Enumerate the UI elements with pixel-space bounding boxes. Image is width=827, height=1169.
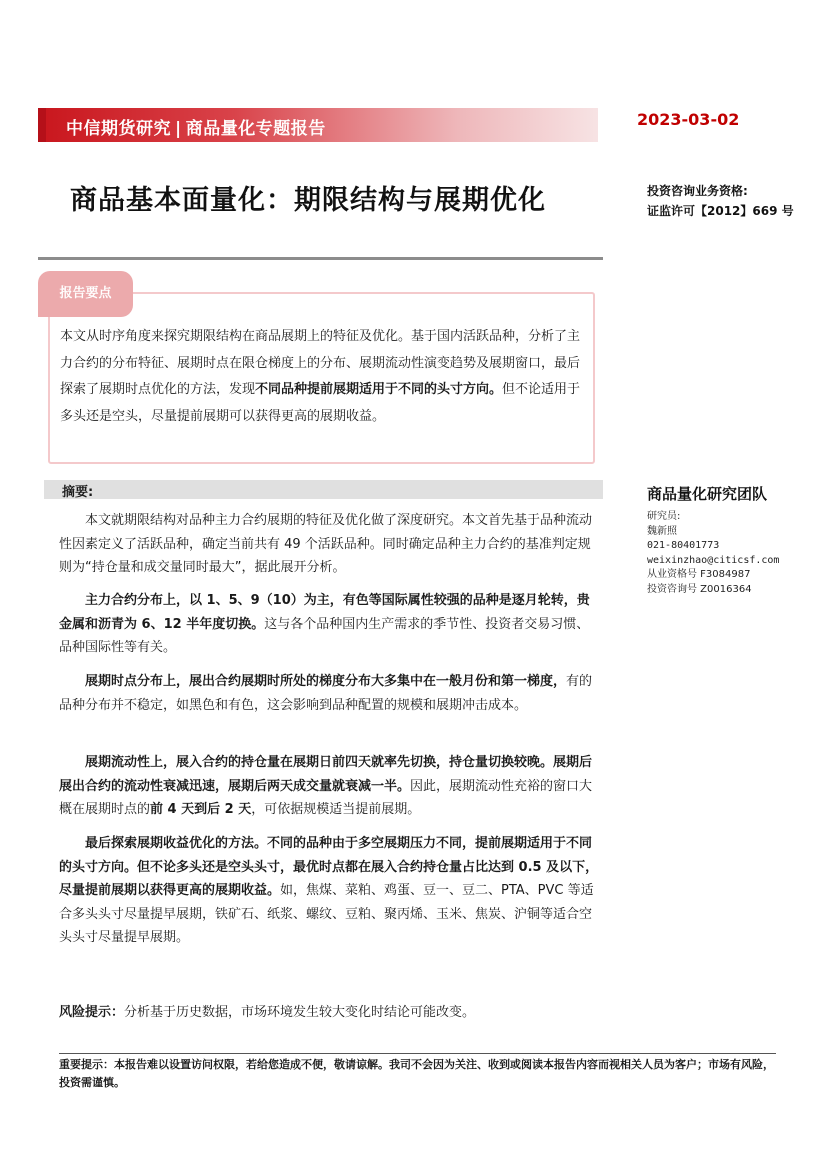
license-line-2: 证监许可【2012】669 号 xyxy=(647,204,794,218)
summary-text-normal-2: 但不论适用于多头还是空头，尽量提前展期可以获得更高的展期收益。 xyxy=(60,382,581,424)
header-report-type: 商品量化专题报告 xyxy=(185,119,326,139)
summary-text-normal-1: 本文从时序角度来探究期限结构在商品展期上的特征及优化。基于国内活跃品种，分析了主力合约的分布特征、展期时点在限仓梯度上的分布、展期流动性演变趋势及展期窗口，最后探索了展期时点优化的方法，发现 xyxy=(60,329,581,397)
abstract-p2-normal: 这与各个品种国内生产需求的季节性、投资者交易习惯、品种国际性等有关。 xyxy=(59,616,590,655)
abstract-paragraph-3 xyxy=(59,670,601,717)
summary-text xyxy=(60,324,588,430)
report-header-banner xyxy=(38,108,598,142)
abstract-p3-bold: 展期时点分布上，展出合约展期时所处的梯度分布大多集中在一般月份和第一梯度， xyxy=(85,674,567,689)
analyst-cert-1: 从业资格号 F3084987 xyxy=(647,569,751,580)
report-date: 2023-03-02 xyxy=(637,110,740,129)
abstract-p3-normal: 有的品种分布并不稳定，如黑色和有色，这会影响到品种配置的规模和展期冲击成本。 xyxy=(59,674,593,713)
license-line-1: 投资咨询业务资格: xyxy=(647,184,748,198)
risk-warning xyxy=(59,1001,475,1020)
abstract-p4-normal-a: 因此，展期流动性充裕的窗口大概在展期时点的 xyxy=(59,778,593,817)
abstract-paragraph-5 xyxy=(59,832,601,950)
abstract-paragraph-1: 本文就期限结构对品种主力合约展期的特征及优化做了深度研究。本文首先基于品种流动性因素定义了活跃品种，确定当前共有 49 个活跃品种。同时确定品种主力合约的基准判定规则为“持仓量和成交量同时最大”，据此展开分析。 xyxy=(59,513,593,575)
abstract-heading-bar xyxy=(44,480,603,499)
abstract-p4-bold: 展期流动性上，展入合约的持仓量在展期日前四天就率先切换，持仓量切换较晚。展期后展出合约的流动性衰减迅速，展期后两天成交量就衰减一半。 xyxy=(59,755,593,794)
risk-text: 分析基于历史数据，市场环境发生较大变化时结论可能改变。 xyxy=(124,1005,476,1020)
header-label xyxy=(66,114,326,139)
team-title: 商品量化研究团队 xyxy=(647,485,768,503)
license-info xyxy=(647,181,794,221)
abstract-paragraph-4 xyxy=(59,751,601,822)
summary-text-bold: 不同品种提前展期适用于不同的头寸方向。 xyxy=(255,382,503,397)
team-role: 研究员: xyxy=(647,511,681,522)
header-separator: | xyxy=(175,119,182,139)
team-info xyxy=(647,510,779,597)
risk-label: 风险提示： xyxy=(59,1005,125,1020)
abstract-p4-normal-c: ，可依据规模适当提前展期。 xyxy=(251,802,421,817)
analyst-phone: 021-80401773 xyxy=(647,540,720,551)
page-title: 商品基本面量化：期限结构与展期优化 xyxy=(70,185,546,216)
summary-tab-label: 报告要点 xyxy=(38,271,133,317)
abstract-label: 摘要: xyxy=(62,485,94,500)
header-org: 中信期货研究 xyxy=(66,119,171,139)
footer-notice: 重要提示：本报告难以设置访问权限，若给您造成不便，敬请谅解。我司不会因为关注、收到或阅读本报告内容而视相关人员为客户；市场有风险，投资需谨慎。 xyxy=(59,1058,774,1089)
abstract-paragraph-2 xyxy=(59,589,601,660)
title-divider xyxy=(38,257,603,260)
header-accent-stripe xyxy=(38,108,46,142)
abstract-p4-bold-b: 前 4 天到后 2 天 xyxy=(150,802,252,817)
analyst-cert-2: 投资咨询号 Z0016364 xyxy=(647,583,752,595)
footer-divider xyxy=(59,1053,776,1054)
abstract-p5-normal: 如，焦煤、菜粕、鸡蛋、豆一、豆二、PTA、PVC 等适合多头头寸尽量提早展期，铁矿石、纸浆、螺纹、豆粕、聚丙烯、玉米、焦炭、沪铜等适合空头头寸尽量提早展期。 xyxy=(59,883,594,945)
analyst-name: 魏新照 xyxy=(647,525,677,537)
analyst-email[interactable]: weixinzhao@citicsf.com xyxy=(647,554,780,566)
abstract-p2-bold: 主力合约分布上，以 1、5、9（10）为主，有色等国际属性较强的品种是逐月轮转，贵金属和沥青为 6、12 半年度切换。 xyxy=(59,593,590,632)
abstract-p5-bold: 最后探索展期收益优化的方法。不同的品种由于多空展期压力不同，提前展期适用于不同的头寸方向。但不论多头还是空头头寸，最优时点都在展入合约持仓量占比达到 0.5 及以下，尽量提前展期以获得更高的展期收益。 xyxy=(59,836,599,898)
